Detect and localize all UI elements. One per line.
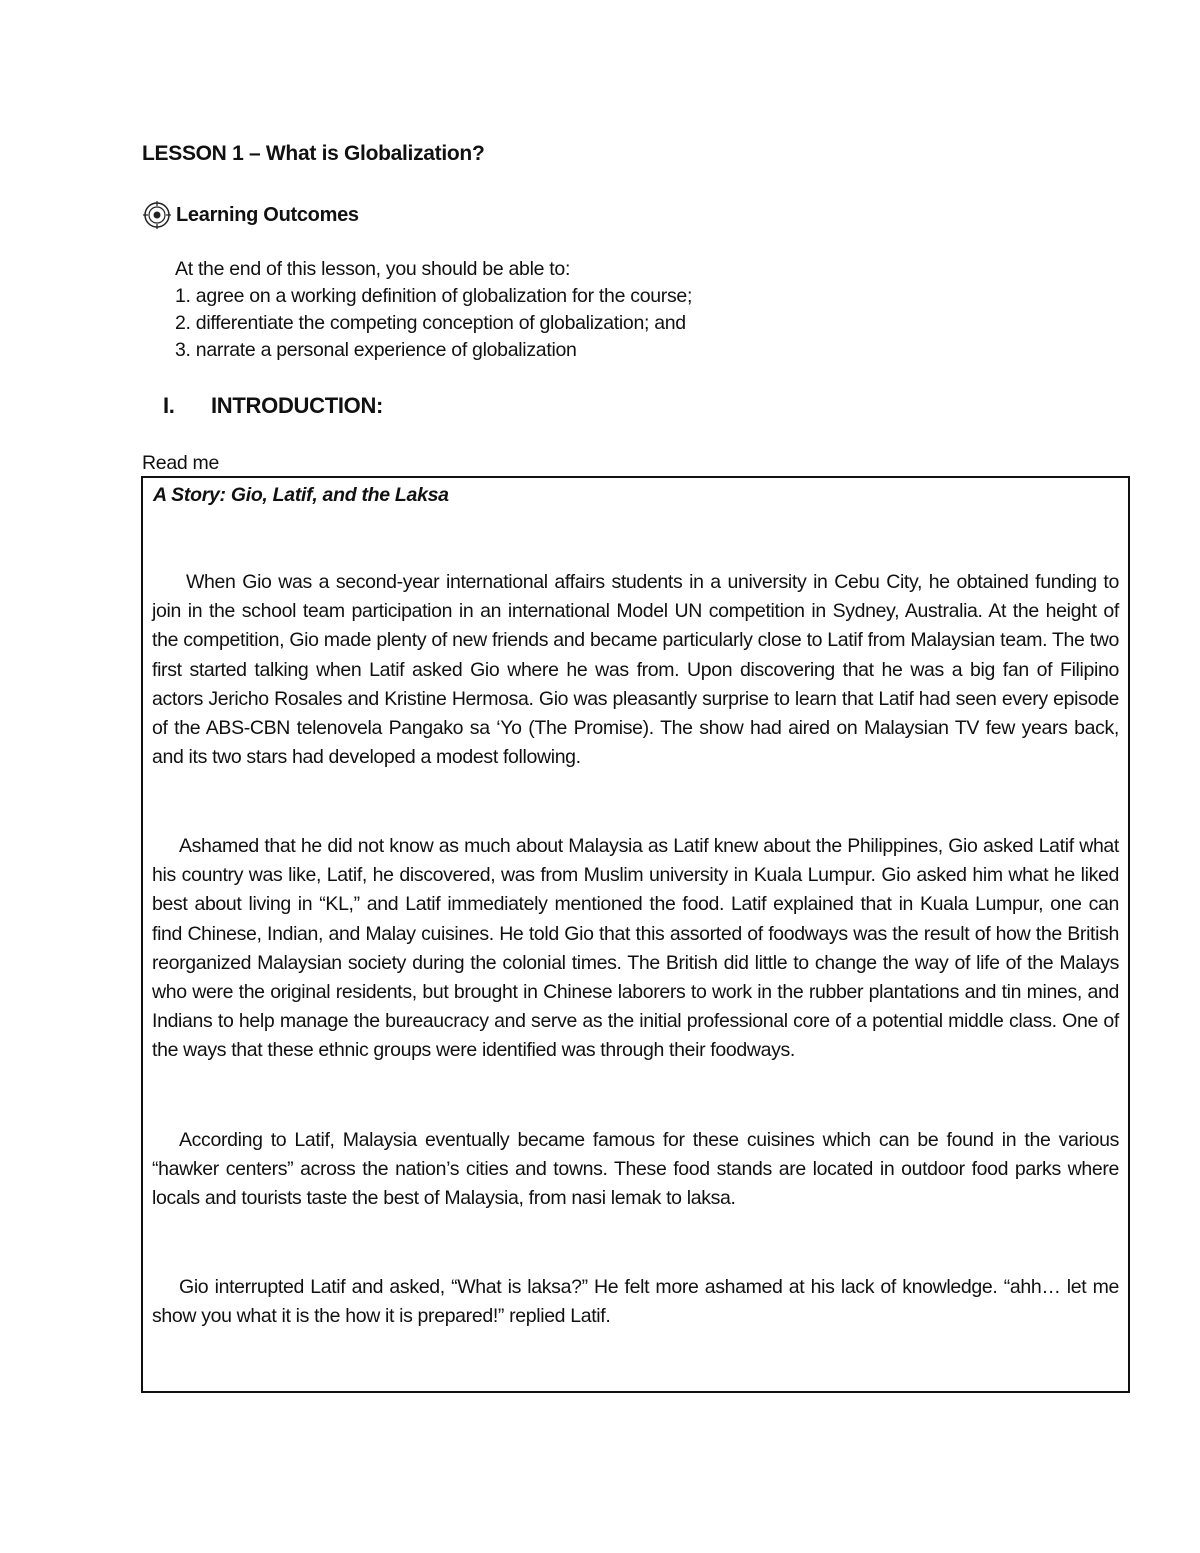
target-icon: [142, 200, 172, 230]
learning-outcomes-label: Learning Outcomes: [176, 203, 359, 226]
learning-outcomes-list: [175, 256, 692, 364]
outcome-item: 2. differentiate the competing conception of globalization; and: [175, 312, 686, 334]
outcome-item: 1. agree on a working definition of globalization for the course;: [175, 285, 693, 307]
lesson-title: LESSON 1 – What is Globalization?: [142, 142, 485, 165]
story-box: [141, 476, 1130, 1393]
section-number: I.: [163, 393, 175, 418]
read-me-label: Read me: [142, 452, 220, 474]
outcomes-intro: At the end of this lesson, you should be able to:: [175, 258, 571, 280]
section-title: INTRODUCTION:: [211, 393, 384, 418]
introduction-heading: [163, 393, 383, 419]
outcome-item: 3. narrate a personal experience of globalization: [175, 339, 577, 361]
learning-outcomes-heading: [142, 200, 359, 230]
story-paragraph: According to Latif, Malaysia eventually became famous for these cuisines which can be found in the various “hawker centers” across the nation’s cities and towns. These food stands are located in outdoor food parks where locals and tourists taste the best of Malaysia, from nasi lemak to laksa.: [152, 1129, 1119, 1210]
story-paragraph: When Gio was a second-year international affairs students in a university in Cebu City, he obtained funding to join in the school team participation in an international Model UN competition in Sydney, Australia. At the height of the competition, Gio made plenty of new friends and became particularly close to Latif from Malaysian team. The two first started talking when Latif asked Gio where he was from. Upon discovering that he was a big fan of Filipino actors Jericho Rosales and Kristine Hermosa. Gio was pleasantly surprise to learn that Latif had seen every episode of the ABS-CBN telenovela Pangako sa ‘Yo (The Promise). The show had aired on Malaysian TV few years back, and its two stars had developed a modest following.: [152, 571, 1119, 769]
story-paragraph: Gio interrupted Latif and asked, “What is laksa?” He felt more ashamed at his lack of knowledge. “ahh… let me show you what it is the how it is prepared!” replied Latif.: [152, 1276, 1119, 1328]
story-title: A Story: Gio, Latif, and the Laksa: [153, 484, 449, 506]
story-paragraph: Ashamed that he did not know as much about Malaysia as Latif knew about the Philippines, Gio asked Latif what his country was like, Latif, he discovered, was from Muslim university in Kuala Lumpur. Gio asked him what he liked best about living in “KL,” and Latif immediately mentioned the food. Latif explained that in Kuala Lumpur, one can find Chinese, Indian, and Malay cuisines. He told Gio that this assorted of foodways was the result of how the British reorganized Malaysian society during the colonial times. The British did little to change the way of life of the Malays who were the original residents, but brought in Chinese laborers to work in the rubber plantations and tin mines, and Indians to help manage the bureaucracy and serve as the initial professional core of a potential middle class. One of the ways that these ethnic groups were identified was through their foodways.: [152, 835, 1119, 1062]
